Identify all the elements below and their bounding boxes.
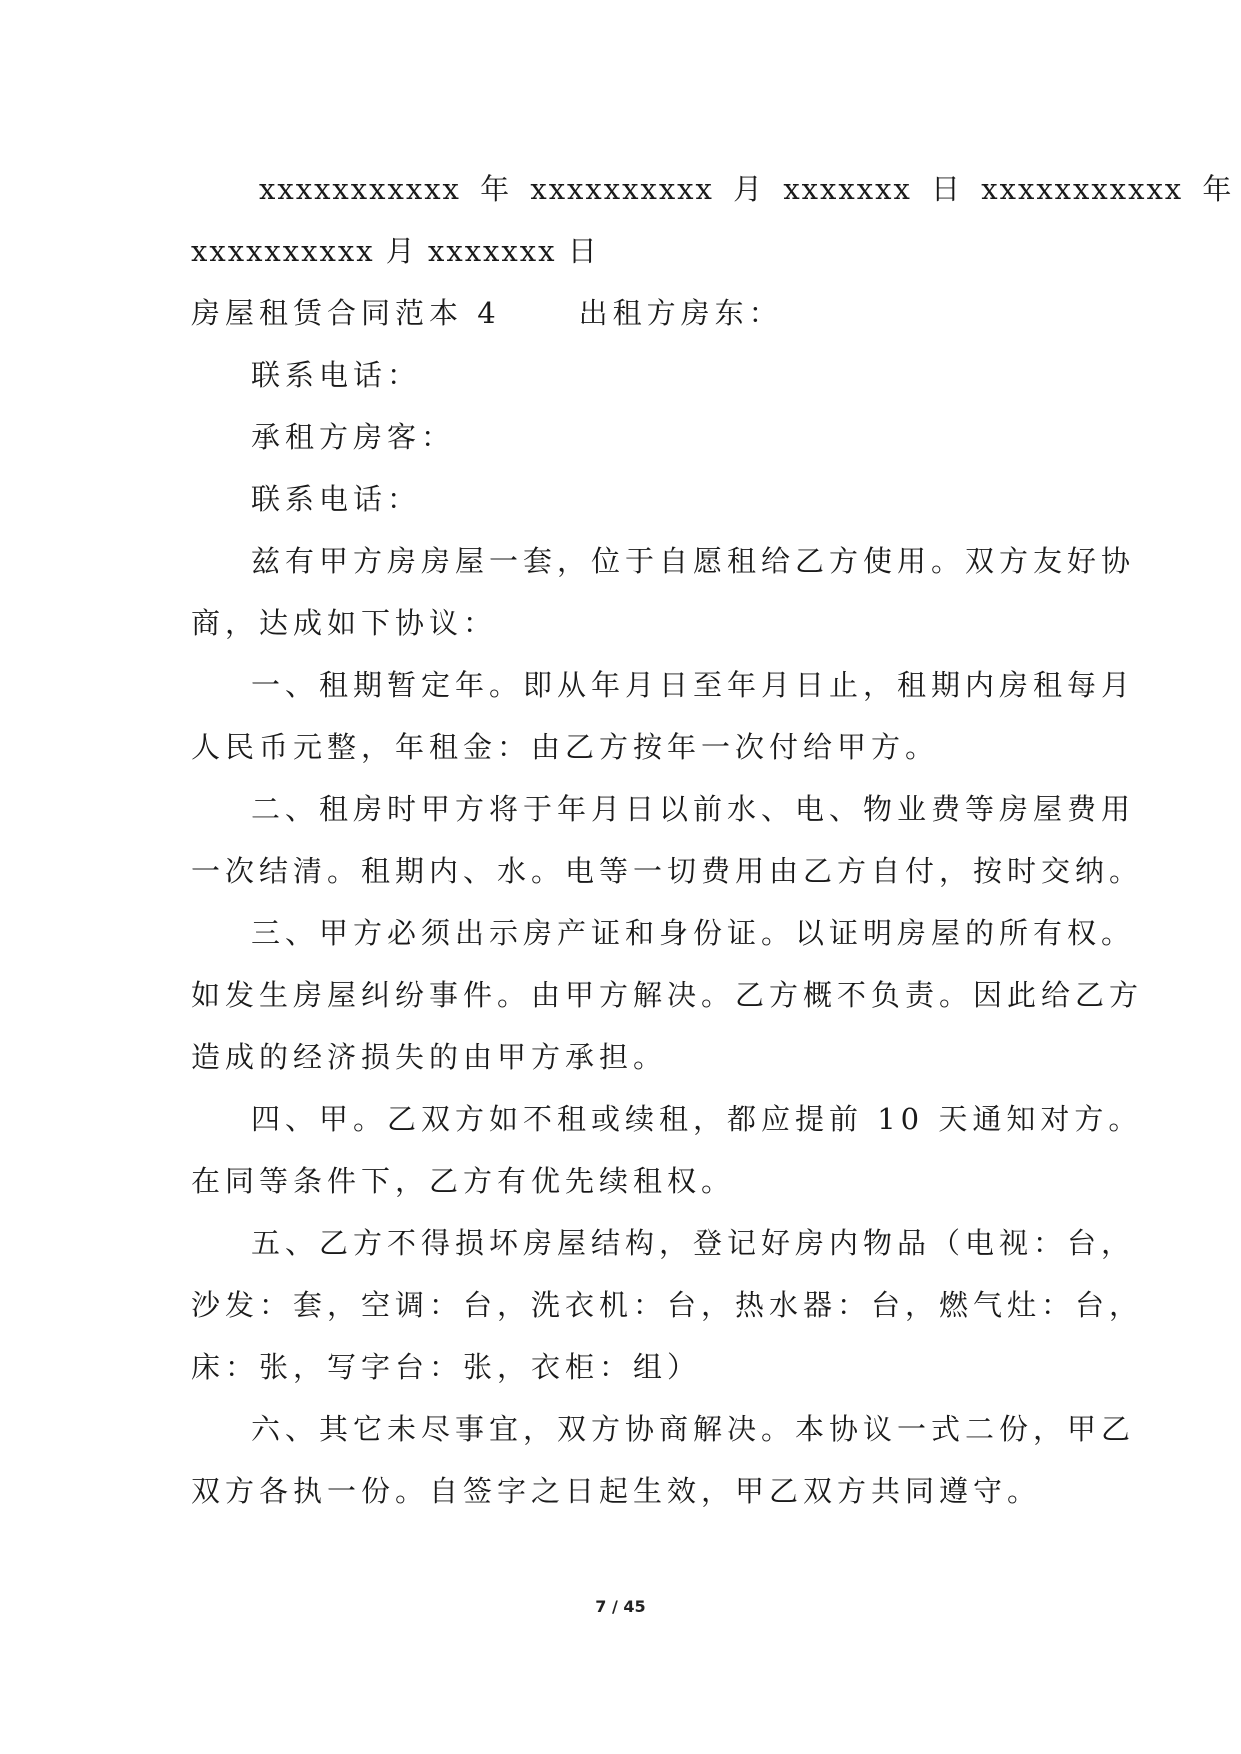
clause-2-cont: 一次结清。租期内、水。电等一切费用由乙方自付，按时交纳。 (191, 854, 1144, 888)
document-body (191, 158, 1234, 1522)
clause-5-cont: 沙发：套，空调：台，洗衣机：台，热水器：台，燃气灶：台， (191, 1288, 1144, 1322)
clause-1: 一、租期暂定年。即从年月日至年月日止，租期内房租每月 (251, 668, 1136, 702)
clause-5: 五、乙方不得损坏房屋结构，登记好房内物品（电视：台， (251, 1226, 1136, 1260)
clause-5-cont-2: 床：张，写字台：张，衣柜：组） (191, 1350, 702, 1384)
clause-2: 二、租房时甲方将于年月日以前水、电、物业费等房屋费用 (251, 792, 1136, 826)
clause-3-cont-2: 造成的经济损失的由甲方承担。 (191, 1040, 668, 1074)
lessee-phone-label: 联系电话： (251, 482, 422, 516)
lessor-phone-label: 联系电话： (251, 358, 422, 392)
date-line-continued: xxxxxxxxxx 月 xxxxxxx 日 (191, 234, 599, 268)
clause-3-cont: 如发生房屋纠纷事件。由甲方解决。乙方概不负责。因此给乙方 (191, 978, 1144, 1012)
date-line: xxxxxxxxxxx 年 xxxxxxxxxx 月 xxxxxxx 日 xxxxxxxxxxx 年 (259, 172, 1234, 206)
page-number: 7 / 45 (595, 1597, 646, 1616)
lessee-label: 承租方房客： (251, 420, 456, 454)
lessor-label: 出租方房东： (578, 296, 783, 330)
clause-4: 四、甲。乙双方如不租或续租，都应提前 10 天通知对方。 (251, 1102, 1143, 1136)
clause-6-cont: 双方各执一份。自签字之日起生效，甲乙双方共同遵守。 (191, 1474, 1042, 1508)
title-row (191, 282, 1061, 344)
clause-3: 三、甲方必须出示房产证和身份证。以证明房屋的所有权。 (251, 916, 1136, 950)
document-title: 房屋租赁合同范本 4 (191, 296, 501, 330)
intro-paragraph-cont: 商，达成如下协议： (191, 606, 498, 640)
clause-1-cont: 人民币元整，年租金：由乙方按年一次付给甲方。 (191, 730, 940, 764)
clause-4-cont: 在同等条件下，乙方有优先续租权。 (191, 1164, 736, 1198)
clause-6: 六、其它未尽事宜，双方协商解决。本协议一式二份，甲乙 (251, 1412, 1136, 1446)
intro-paragraph: 兹有甲方房房屋一套，位于自愿租给乙方使用。双方友好协 (251, 544, 1136, 578)
